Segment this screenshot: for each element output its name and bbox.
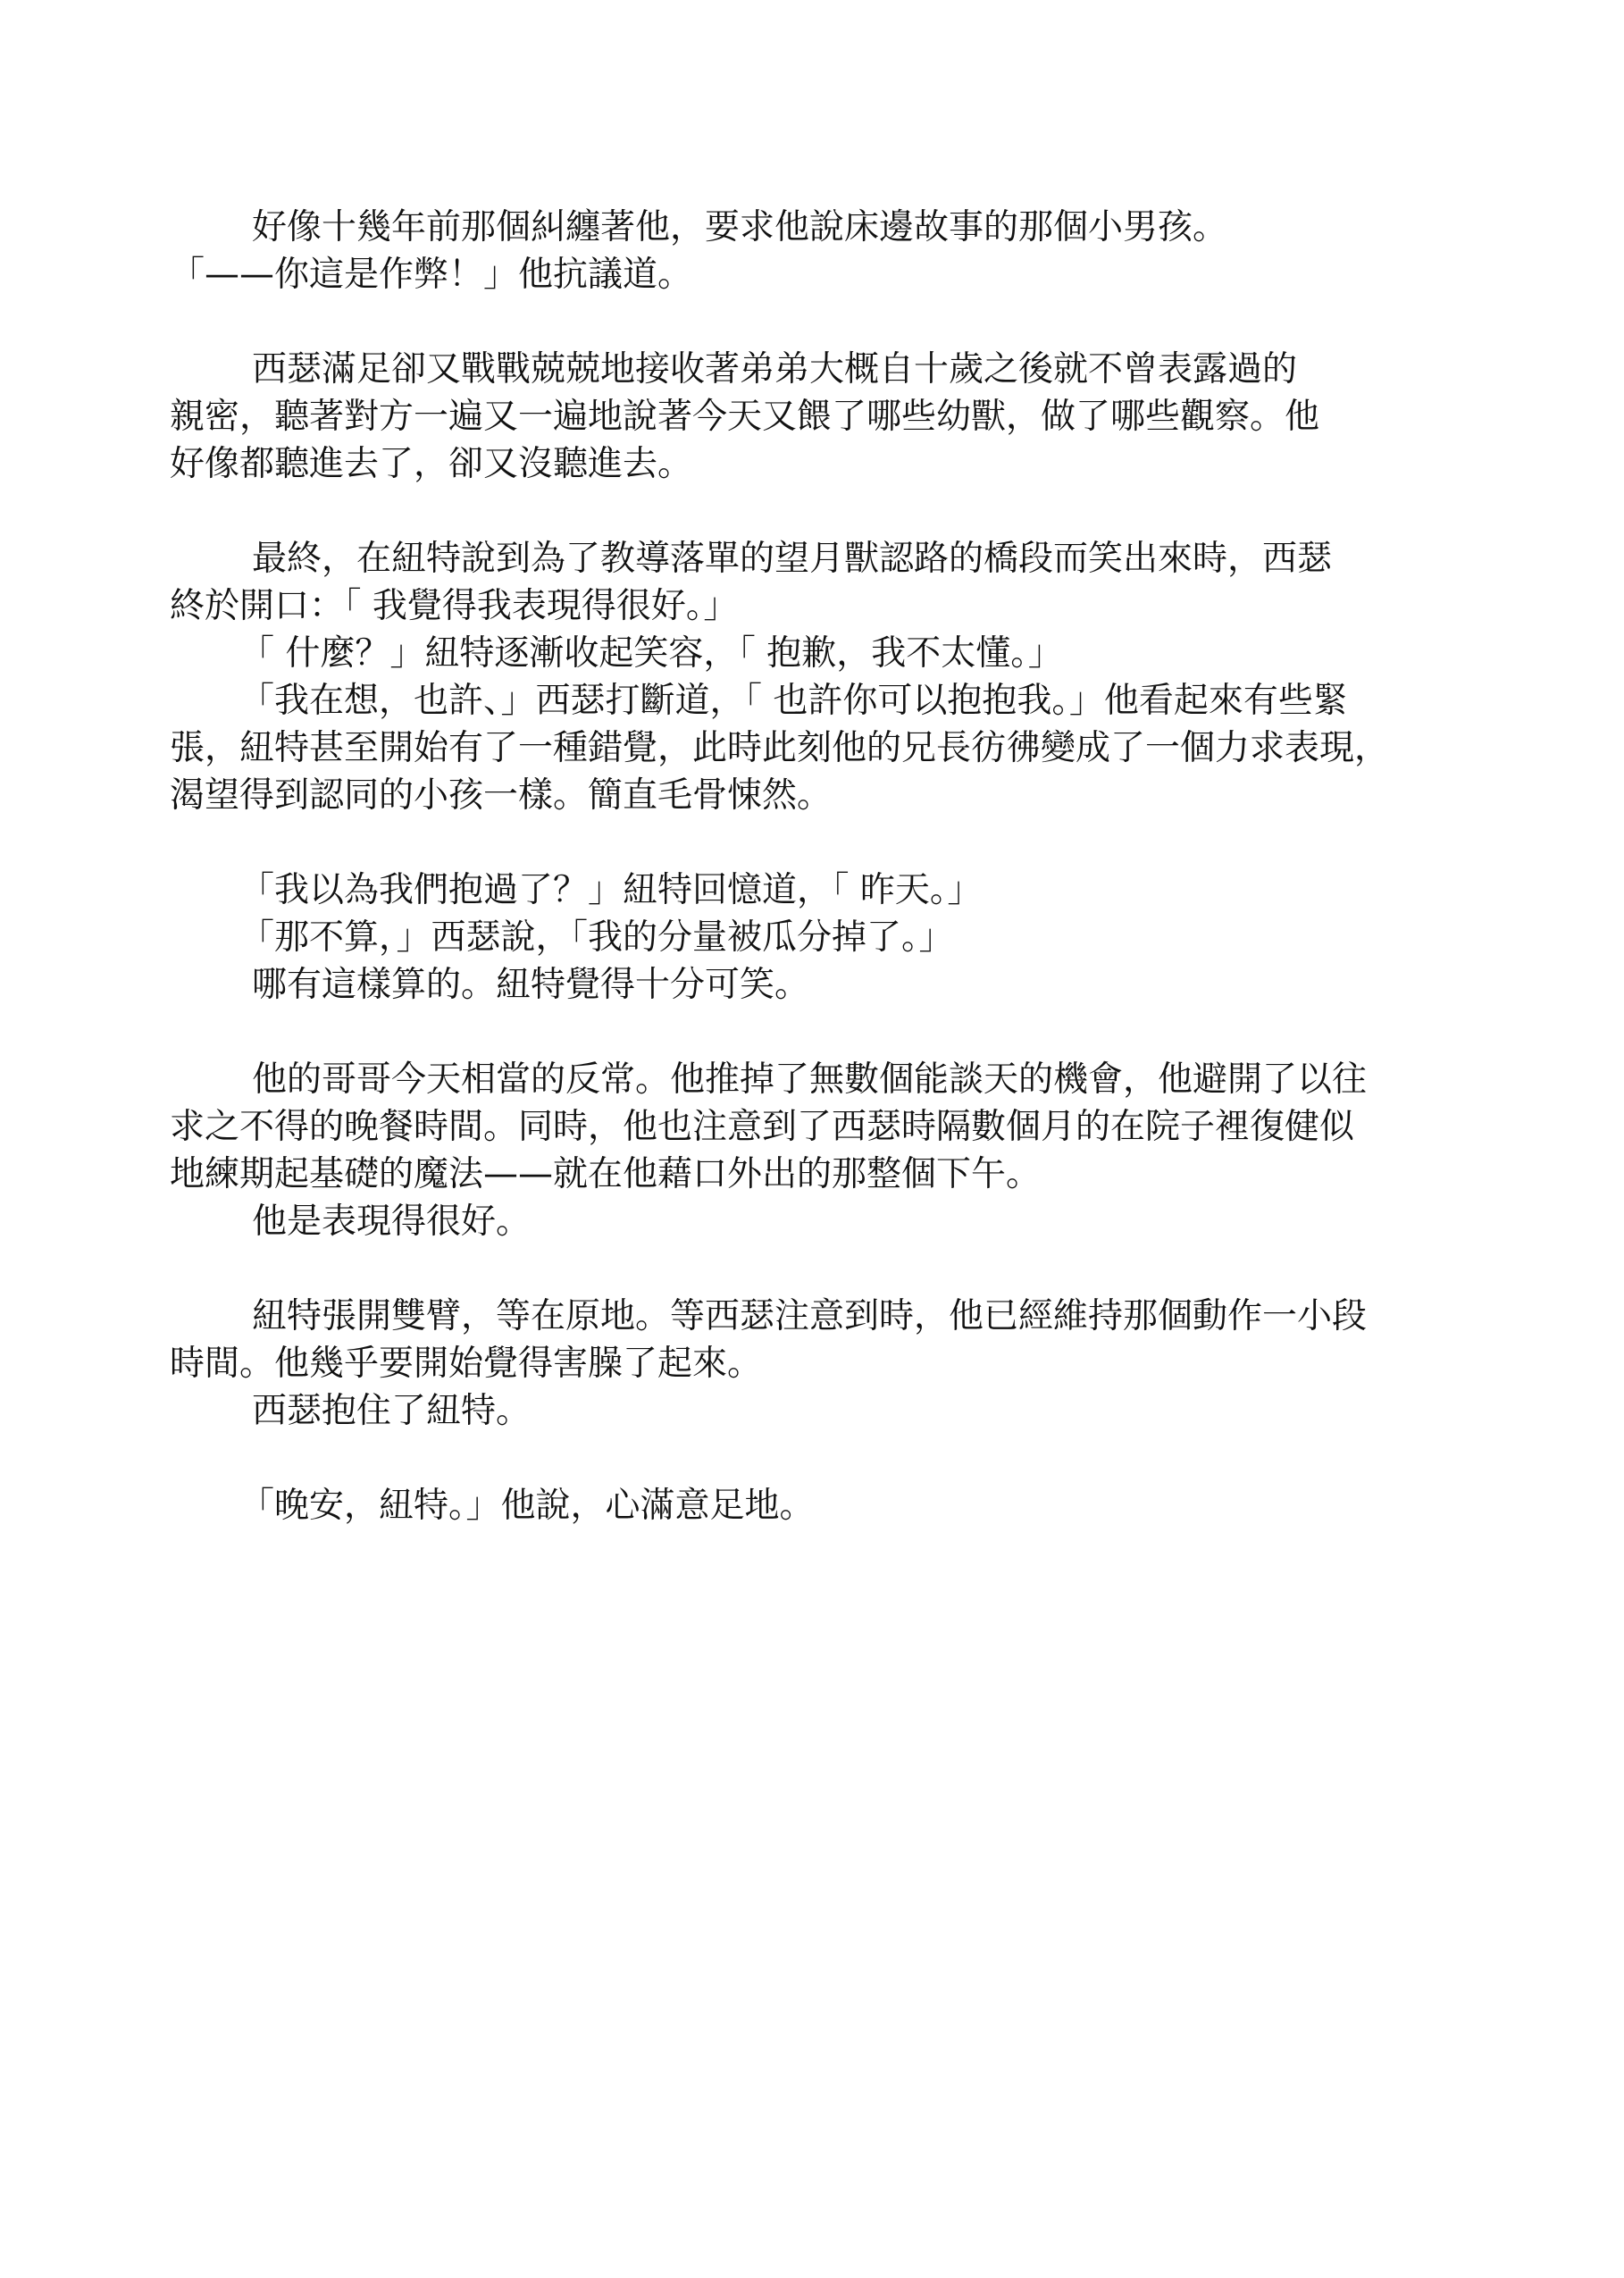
text-line: 他的哥哥今天相當的反常。他推掉了無數個能談天的機會，他避開了以往: [252, 1059, 1368, 1100]
text-line: 好像十幾年前那個糾纏著他，要求他說床邊故事的那個小男孩。: [252, 207, 1228, 247]
text-line: 西瑟抱住了紐特。: [252, 1391, 532, 1431]
text-line: 哪有這樣算的。紐特覺得十分可笑。: [252, 965, 810, 1005]
text-line: 西瑟滿足卻又戰戰兢兢地接收著弟弟大概自十歲之後就不曾表露過的: [252, 349, 1298, 389]
text-line: 「我以為我們抱過了？」紐特回憶道，「 昨天。」: [239, 870, 983, 910]
text-line: 求之不得的晚餐時間。同時，他也注意到了西瑟時隔數個月的在院子裡復健似: [170, 1107, 1355, 1147]
text-line: 時間。他幾乎要開始覺得害臊了起來。: [170, 1344, 763, 1384]
text-line: 「我在想，也許、」西瑟打斷道，「 也許你可以抱抱我。」他看起來有些緊: [239, 681, 1348, 721]
text-line: 親密，聽著對方一遍又一遍地說著今天又餵了哪些幼獸，做了哪些觀察。他: [170, 397, 1320, 437]
text-line: 「晚安，紐特。」他說，心滿意足地。: [239, 1486, 815, 1526]
text-line: 他是表現得很好。: [252, 1202, 532, 1242]
text-line: 渴望得到認同的小孩一樣。簡直毛骨悚然。: [170, 775, 833, 816]
text-line: 張，紐特甚至開始有了一種錯覺，此時此刻他的兄長彷彿變成了一個力求表現，: [170, 728, 1390, 768]
text-line: 「 什麼？」紐特逐漸收起笑容，「 抱歉，我不太懂。」: [239, 633, 1063, 674]
text-line: 最終，在紐特說到為了教導落單的望月獸認路的橋段而笑出來時，西瑟: [252, 539, 1333, 579]
text-line: 紐特張開雙臂，等在原地。等西瑟注意到時，他已經維持那個動作一小段: [252, 1296, 1368, 1336]
text-line: 終於開口：「 我覺得我表現得很好。」: [170, 586, 739, 626]
text-line: 好像都聽進去了，卻又沒聽進去。: [170, 444, 693, 484]
text-line: 地練期起基礎的魔法——就在他藉口外出的那整個下午。: [170, 1154, 1042, 1194]
text-line: 「——你這是作弊！」他抗議道。: [170, 255, 693, 295]
text-line: 「那不算，」西瑟說，「我的分量被瓜分掉了。」: [239, 917, 954, 958]
